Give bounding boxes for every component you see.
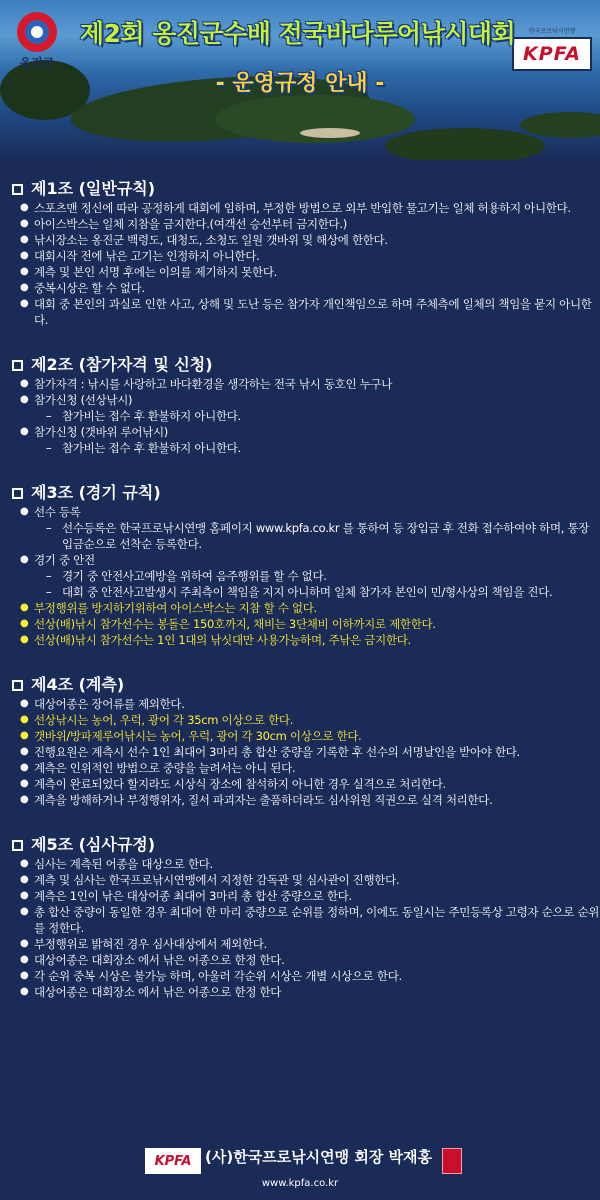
section-article-2 — [12, 354, 600, 456]
rule-item: ● 심사는 계측된 어종을 대상으로 한다. — [12, 856, 600, 872]
rule-item: ● 참가자격 : 낚시를 사랑하고 바다환경을 생각하는 전국 낚시 동호인 누구나 — [12, 376, 600, 392]
organization-name: (사)한국프로낚시연맹 회장 박재홍 — [205, 1148, 433, 1166]
square-bullet-icon — [12, 184, 23, 195]
section-heading-text: 제4조 (계측) — [31, 675, 125, 694]
website-url[interactable]: www.kpfa.co.kr — [261, 1178, 339, 1189]
rule-item: ● 진행요원은 계측시 선수 1인 최대어 3마리 총 합산 중량을 기록한 후 선수의 서명날인을 받아야 한다. — [12, 744, 600, 760]
rule-subitem: – 경기 중 안전사고예방을 위하여 음주행위를 할 수 없다. — [12, 568, 600, 584]
rule-item: ● 총 합산 중량이 동일한 경우 최대어 한 마리 중량으로 순위를 정하며, 이에도 동일시는 주민등록상 고령자 순으로 순위를 정한다. — [12, 904, 600, 936]
rule-item: ● 각 순위 중복 시상은 불가능 하며, 아울러 각순위 시상은 개별 시상으로 한다. — [12, 968, 600, 984]
rule-item-highlighted: ● 선상(배)낚시 참가선수는 1인 1대의 낚싯대만 사용가능하며, 주낚은 금지한다. — [12, 632, 600, 648]
rule-item: ● 계측은 1인이 낚은 대상어종 최대어 3마리 총 합산 중량으로 한다. — [12, 888, 600, 904]
rule-item: ● 계측은 인위적인 방법으로 중량을 늘려서는 아니 된다. — [12, 760, 600, 776]
rule-item: ● 중복시상은 할 수 없다. — [12, 280, 600, 296]
page-subtitle: - 운영규정 안내 - — [215, 71, 385, 96]
section-article-1 — [12, 178, 600, 328]
section-article-5 — [12, 834, 600, 1000]
page-title: 제2회 옹진군수배 전국바다루어낚시대회 — [79, 19, 516, 48]
seal-stamp-icon — [442, 1148, 462, 1174]
rule-item: ● 계측이 완료되었다 할지라도 시상식 장소에 참석하지 아니한 경우 실격으로 처리한다. — [12, 776, 600, 792]
island-image — [385, 128, 545, 160]
rule-item: ● 대회 중 본인의 과실로 인한 사고, 상해 및 도난 등은 참가자 개인책임으로 하며 주체측에 일체의 책임을 묻지 아니한다. — [12, 296, 600, 328]
rule-item-highlighted: ● 선상낚시는 농어, 우럭, 광어 각 35cm 이상으로 한다. — [12, 712, 600, 728]
ongjin-logo — [8, 12, 66, 71]
square-bullet-icon — [12, 360, 23, 371]
rule-item: ● 대상어종은 대회장소 에서 낚은 어종으로 한정 한다 — [12, 984, 600, 1000]
square-bullet-icon — [12, 488, 23, 499]
rule-list — [12, 696, 600, 808]
rule-item: ● 부정행위로 밝혀진 경우 심사대상에서 제외한다. — [12, 936, 600, 952]
square-bullet-icon — [12, 680, 23, 691]
rule-list — [12, 856, 600, 1000]
footer — [0, 1140, 600, 1200]
rule-item: ● 참가신청 (갯바위 루어낚시) — [12, 424, 600, 440]
section-heading — [12, 354, 600, 376]
kpfa-footer-logo: KPFA — [145, 1148, 201, 1174]
section-heading — [12, 674, 600, 696]
rule-item-highlighted: ● 선상(배)낚시 참가선수는 봉돌은 150호까지, 채비는 3단채비 이하까지로 제한한다. — [12, 616, 600, 632]
rule-list — [12, 376, 600, 456]
section-heading — [12, 178, 600, 200]
rule-item: ● 계측 및 심사는 한국프로낚시연맹에서 지정한 감독관 및 심사관이 진행한다. — [12, 872, 600, 888]
section-heading-text: 제2조 (참가자격 및 신청) — [31, 355, 213, 374]
section-heading-text: 제5조 (심사규정) — [31, 835, 156, 854]
ongjin-logo-text: 옹진군 — [19, 56, 55, 70]
section-heading-text: 제1조 (일반규칙) — [31, 179, 156, 198]
rule-list — [12, 200, 600, 328]
section-heading — [12, 482, 600, 504]
rule-item: ● 대상어종은 대회장소 에서 낚은 어종으로 한정 한다. — [12, 952, 600, 968]
square-bullet-icon — [12, 840, 23, 851]
ongjin-emblem-icon — [17, 12, 57, 52]
rule-item: ● 대상어종은 장어류를 제외한다. — [12, 696, 600, 712]
kpfa-logo-caption: 한국프로낚시연맹 — [528, 28, 576, 35]
section-heading — [12, 834, 600, 856]
rule-item: ● 아이스박스는 일체 지참을 금지한다.(여객선 승선부터 금지한다.) — [12, 216, 600, 232]
rule-item-highlighted: ● 갯바위/방파제루어낚시는 농어, 우럭, 광어 각 30cm 이상으로 한다. — [12, 728, 600, 744]
kpfa-logo-text: KPFA — [512, 37, 592, 71]
rule-item: ● 계측을 방해하거나 부정행위자, 질서 파괴자는 출품하더라도 심사위원 직권으로 실격 처리한다. — [12, 792, 600, 808]
section-heading-text: 제3조 (경기 규칙) — [31, 483, 161, 502]
rule-item: ● 선수 등록 — [12, 504, 600, 520]
island-image — [520, 112, 600, 138]
rule-item: ● 경기 중 안전 — [12, 552, 600, 568]
rule-item-highlighted: ● 부정행위를 방지하기위하여 아이스박스는 지참 할 수 없다. — [12, 600, 600, 616]
section-article-3 — [12, 482, 600, 648]
rule-subitem: – 참가비는 접수 후 환불하지 아니한다. — [12, 440, 600, 456]
rule-item: ● 낚시장소는 옹진군 백령도, 대청도, 소청도 일원 갯바위 및 해상에 한한다. — [12, 232, 600, 248]
rule-list — [12, 504, 600, 648]
rule-item: ● 대회시작 전에 낚은 고기는 인정하지 아니한다. — [12, 248, 600, 264]
header-banner — [0, 0, 600, 160]
rule-subitem: – 선수등록은 한국프로낚시연맹 홈페이지 www.kpfa.co.kr 를 통하여 등 장입금 후 전화 접수하여야 하며, 통장 입금순으로 선착순 등록한다. — [12, 520, 600, 552]
beach-image — [300, 128, 360, 138]
rules-content — [0, 172, 600, 1000]
section-article-4 — [12, 674, 600, 808]
rule-subitem: – 대회 중 안전사고발생시 주최측이 책임을 지지 아니하며 일체 참가자 본인이 민/형사상의 책임을 진다. — [12, 584, 600, 600]
rule-item: ● 참가신청 (선상낚시) — [12, 392, 600, 408]
rule-subitem: – 참가비는 접수 후 환불하지 아니한다. — [12, 408, 600, 424]
rule-item: ● 스포츠맨 정신에 따라 공정하게 대회에 임하며, 부정한 방법으로 외부 반입한 물고기는 일체 허용하지 아니한다. — [12, 200, 600, 216]
rule-item: ● 계측 및 본인 서명 후에는 이의를 제기하지 못한다. — [12, 264, 600, 280]
